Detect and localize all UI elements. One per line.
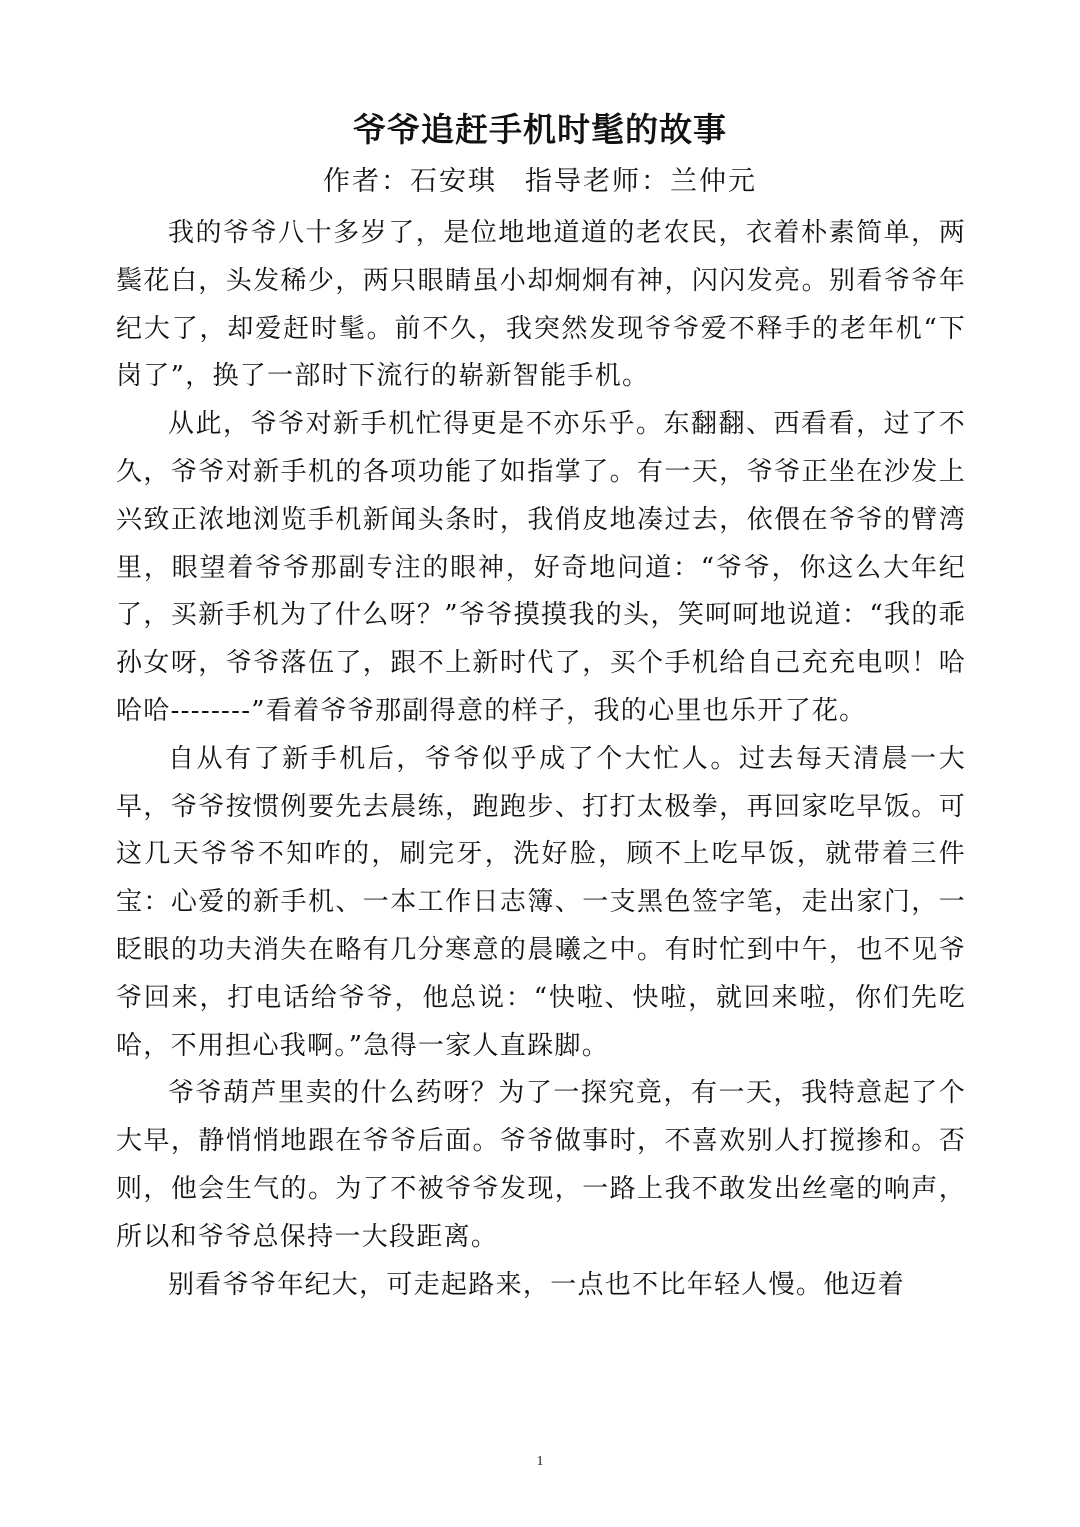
document-title: 爷爷追赶手机时髦的故事 bbox=[353, 110, 727, 149]
paragraph-4: 爷爷葫芦里卖的什么药呀？为了一探究竟，有一天，我特意起了个大早，静悄悄地跟在爷爷后面。爷爷做事时，不喜欢别人打搅掺和。否则，他会生气的。为了不被爷爷发现，一路上我不敢发出丝毫的响声，所以和爷爷总保持一大段距离。 bbox=[116, 1078, 966, 1252]
byline bbox=[0, 162, 1080, 202]
paragraph-1: 我的爷爷八十多岁了，是位地地道道的老农民，衣着朴素简单，两鬓花白，头发稀少，两只眼睛虽小却炯炯有神，闪闪发亮。别看爷爷年纪大了，却爱赶时髦。前不久，我突然发现爷爷爱不释手的老年机“下岗了”，换了一部时下流行的崭新智能手机。 bbox=[116, 218, 966, 392]
page-number: 1 bbox=[536, 1454, 544, 1469]
author-credit: 作者：石安琪 bbox=[323, 166, 497, 197]
paragraph-3: 自从有了新手机后，爷爷似乎成了个大忙人。过去每天清晨一大早，爷爷按惯例要先去晨练，跑跑步、打打太极拳，再回家吃早饭。可这几天爷爷不知咋的，刷完牙，洗好脸，顾不上吃早饭，就带着三件宝：心爱的新手机、一本工作日志簿、一支黑色签字笔，走出家门，一眨眼的功夫消失在略有几分寒意的晨曦之中。有时忙到中午，也不见爷爷回来，打电话给爷爷，他总说：“快啦、快啦，就回来啦，你们先吃哈，不用担心我啊。”急得一家人直跺脚。 bbox=[116, 743, 966, 1061]
paragraph-2: 从此，爷爷对新手机忙得更是不亦乐乎。东翻翻、西看看，过了不久，爷爷对新手机的各项功能了如指掌了。有一天，爷爷正坐在沙发上兴致正浓地浏览手机新闻头条时，我俏皮地凑过去，依偎在爷爷的臂湾里，眼望着爷爷那副专注的眼神，好奇地问道：“爷爷，你这么大年纪了，买新手机为了什么呀？”爷爷摸摸我的头，笑呵呵地说道：“我的乖孙女呀，爷爷落伍了，跟不上新时代了，买个手机给自己充充电呗！哈哈哈--------”看着爷爷那副得意的样子，我的心里也乐开了花。 bbox=[116, 409, 966, 726]
document-body bbox=[116, 210, 966, 1309]
advisor-credit: 指导老师：兰仲元 bbox=[525, 166, 757, 197]
paragraph-5: 别看爷爷年纪大，可走起路来，一点也不比年轻人慢。他迈着 bbox=[168, 1269, 906, 1300]
